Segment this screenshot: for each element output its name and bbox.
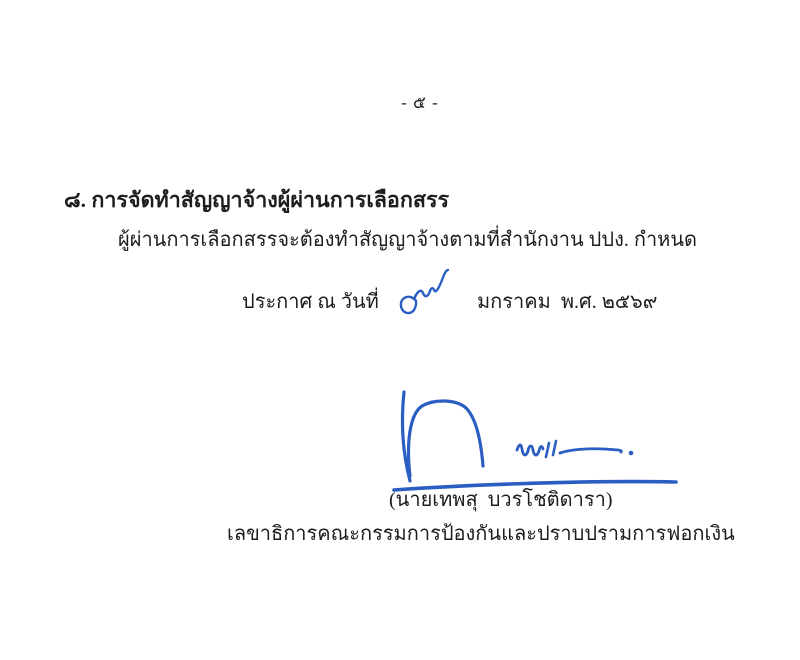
- announcement-date-prefix: ประกาศ ณ วันที่: [242, 291, 379, 313]
- page-number: - ๕ -: [401, 93, 439, 112]
- signatory-position: เลขาธิการคณะกรรมการป้องกันและปราบปรามการฟอกเงิน: [227, 523, 735, 545]
- section-heading: ๘. การจัดทำสัญญาจ้างผู้ผ่านการเลือกสรร: [64, 188, 450, 212]
- handwritten-day-ink: [393, 263, 455, 331]
- body-paragraph: ผู้ผ่านการเลือกสรรจะต้องทำสัญญาจ้างตามที่สำนักงาน ปปง. กำหนด: [118, 229, 698, 251]
- announcement-month-year: มกราคม พ.ศ. ๒๕๖๙: [477, 291, 658, 313]
- signatory-name: (นายเทพสุ บวรโชติดารา): [389, 489, 613, 511]
- signature-ink: [388, 385, 688, 497]
